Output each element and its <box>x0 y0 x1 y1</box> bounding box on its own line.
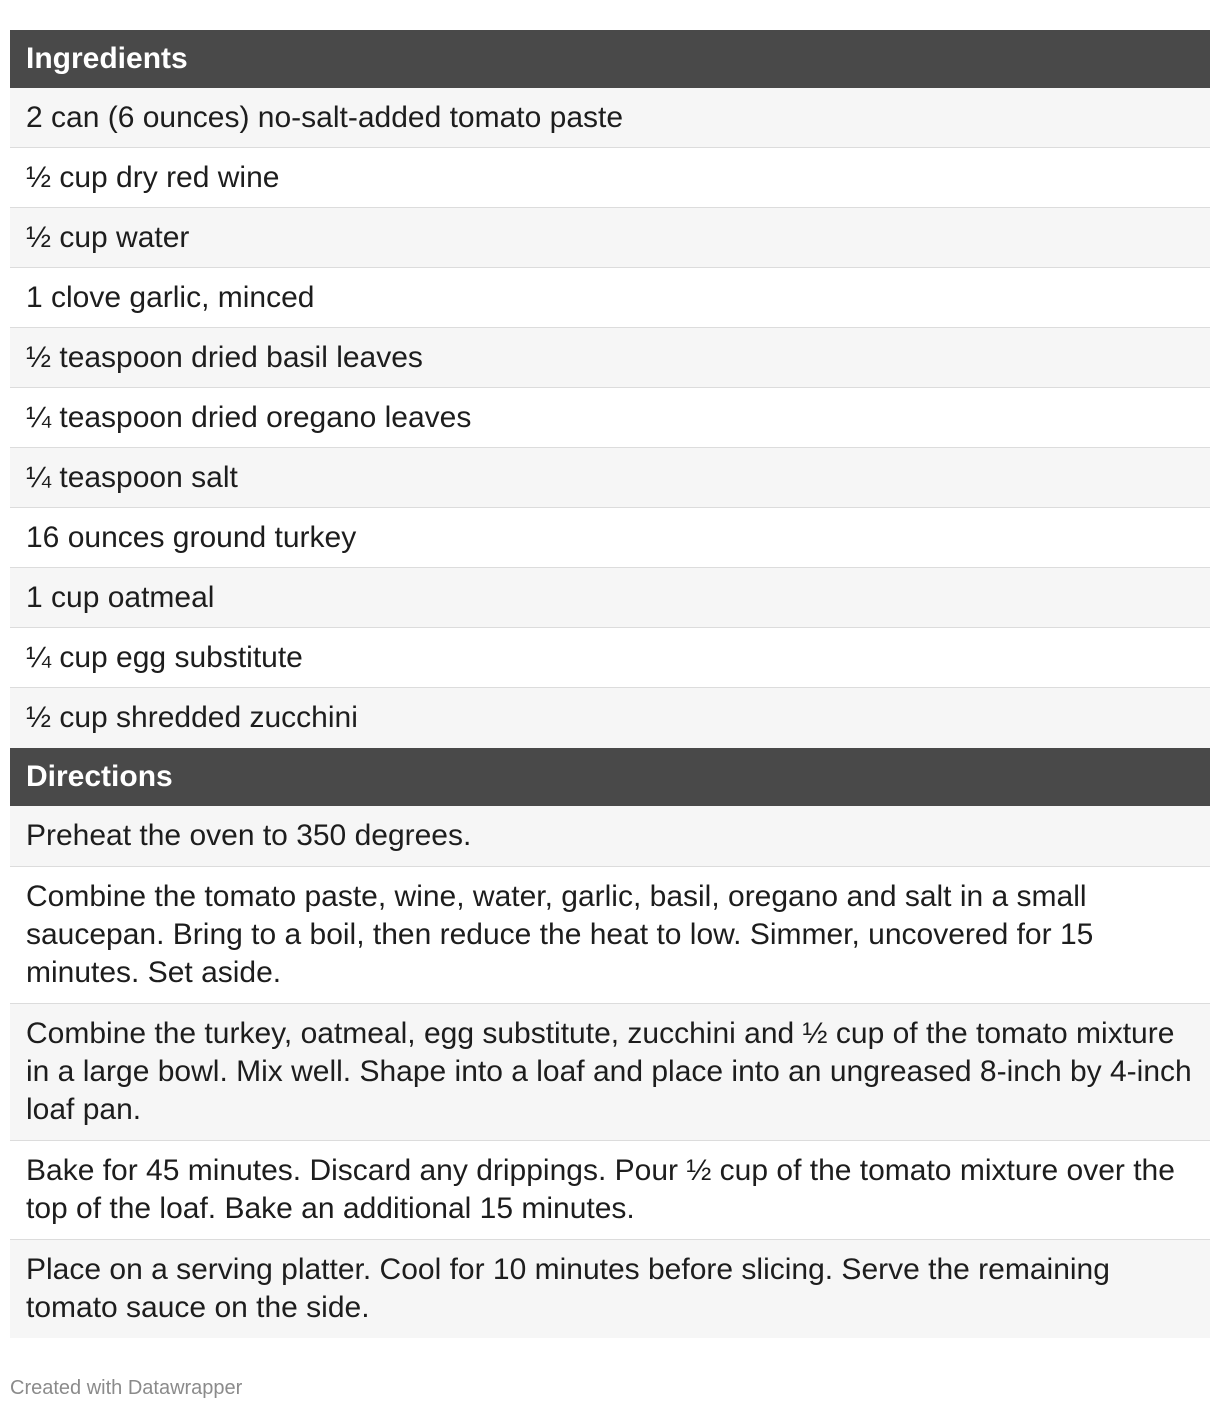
ingredient-row: ¼ cup egg substitute <box>10 628 1210 688</box>
datawrapper-credit: Created with Datawrapper <box>10 1377 243 1399</box>
ingredient-row: ¼ teaspoon salt <box>10 448 1210 508</box>
ingredient-row: ½ cup water <box>10 208 1210 268</box>
ingredient-row: ½ cup shredded zucchini <box>10 688 1210 748</box>
ingredients-section <box>10 30 1210 748</box>
ingredients-list <box>10 88 1210 748</box>
ingredient-row: ½ cup dry red wine <box>10 148 1210 208</box>
direction-row: Preheat the oven to 350 degrees. <box>10 806 1210 867</box>
ingredient-row: 1 clove garlic, minced <box>10 268 1210 328</box>
directions-header: Directions <box>10 748 1210 806</box>
ingredient-row: ¼ teaspoon dried oregano leaves <box>10 388 1210 448</box>
directions-list <box>10 806 1210 1338</box>
direction-row: Bake for 45 minutes. Discard any drippings. Pour ½ cup of the tomato mixture over the top of the loaf. Bake an additional 15 minutes. <box>10 1141 1210 1240</box>
direction-row: Place on a serving platter. Cool for 10 minutes before slicing. Serve the remaining tomato sauce on the side. <box>10 1240 1210 1338</box>
ingredient-row: 1 cup oatmeal <box>10 568 1210 628</box>
ingredient-row: ½ teaspoon dried basil leaves <box>10 328 1210 388</box>
direction-row: Combine the turkey, oatmeal, egg substitute, zucchini and ½ cup of the tomato mixture in a large bowl. Mix well. Shape into a loaf and place into an ungreased 8-inch by 4-inch loaf pan. <box>10 1004 1210 1141</box>
ingredients-header: Ingredients <box>10 30 1210 88</box>
direction-row: Combine the tomato paste, wine, water, garlic, basil, oregano and salt in a small saucepan. Bring to a boil, then reduce the heat to low. Simmer, uncovered for 15 minutes. Set aside. <box>10 867 1210 1004</box>
ingredient-row: 16 ounces ground turkey <box>10 508 1210 568</box>
ingredient-row: 2 can (6 ounces) no-salt-added tomato paste <box>10 88 1210 148</box>
directions-section <box>10 748 1210 1338</box>
recipe-table <box>10 30 1210 1338</box>
